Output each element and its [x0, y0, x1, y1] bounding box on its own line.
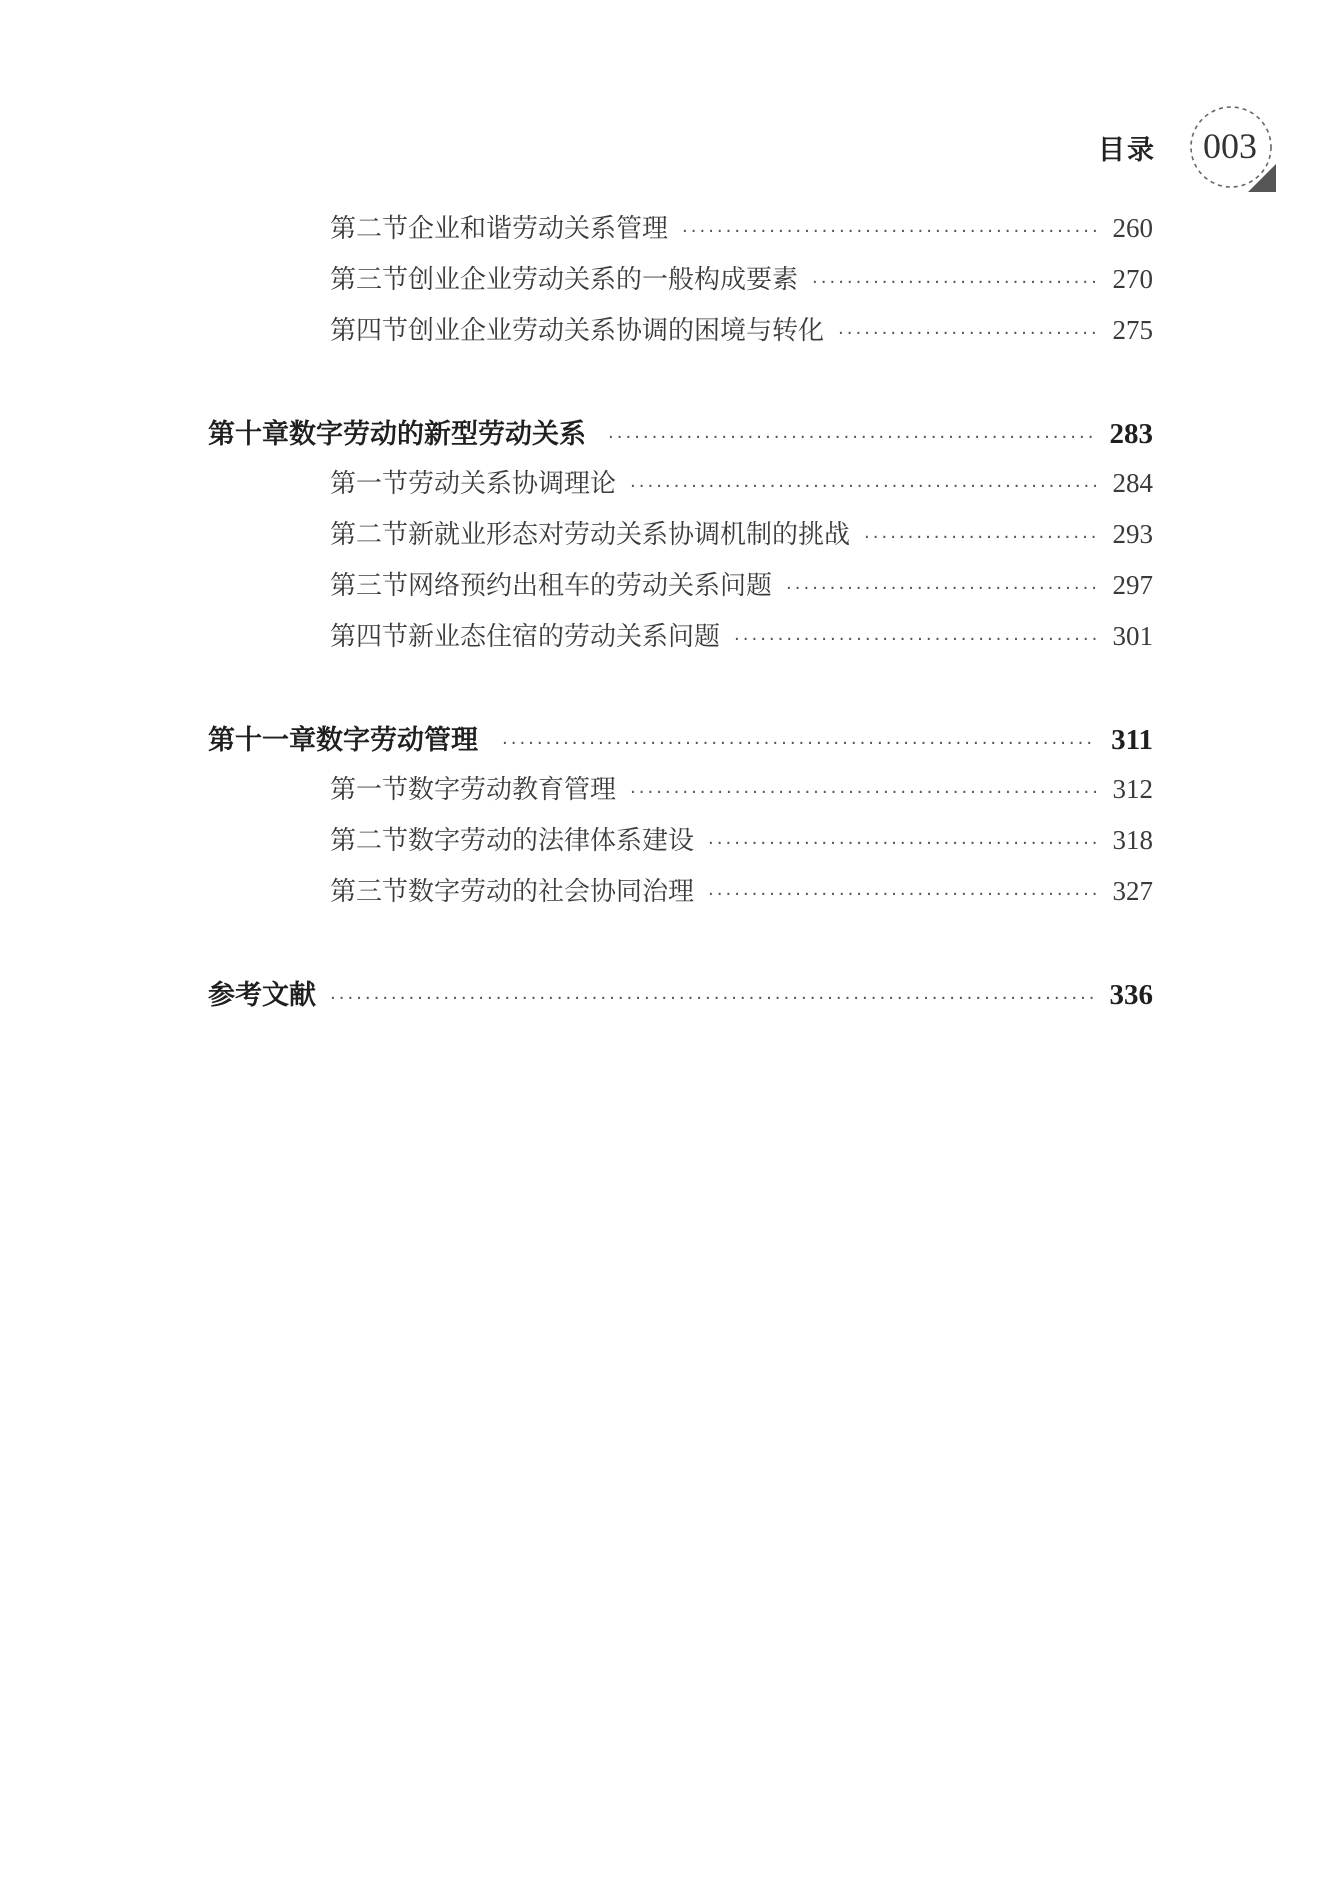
toc-entry-number: 第三节 [330, 265, 409, 295]
toc-entry-title: 数字劳动教育管理 [408, 775, 617, 805]
toc-entry-number: 第一节 [330, 775, 409, 805]
toc-entry[interactable] [330, 616, 1153, 656]
leader-dots [608, 427, 1097, 448]
toc-chapter-page: 311 [1111, 724, 1153, 756]
toc-entry[interactable] [330, 259, 1153, 299]
page-number: 003 [1203, 126, 1257, 166]
toc-entry[interactable] [330, 514, 1153, 554]
toc-references-label: 参考文献 [208, 980, 316, 1011]
toc-entry-number: 第二节 [330, 214, 409, 244]
toc-entry-number: 第二节 [330, 826, 409, 856]
toc-entry-page: 284 [1112, 468, 1153, 498]
toc-entry-page: 293 [1112, 519, 1153, 549]
leader-dots [630, 476, 1097, 497]
toc-entry-page: 297 [1112, 570, 1153, 600]
toc-entry-title: 数字劳动的社会协同治理 [408, 877, 695, 907]
toc-entry[interactable] [330, 463, 1153, 503]
toc-entry[interactable] [330, 769, 1153, 809]
toc-entry-number: 第三节 [330, 571, 409, 601]
toc-entry-title: 劳动关系协调理论 [408, 469, 617, 499]
toc-chapter-title: 数字劳动管理 [316, 725, 478, 756]
toc-entry-title: 创业企业劳动关系的一般构成要素 [408, 265, 799, 295]
toc-entry-title: 新就业形态对劳动关系协调机制的挑战 [408, 520, 851, 550]
leader-dots [502, 733, 1097, 754]
leader-dots [812, 272, 1097, 293]
toc-chapter[interactable] [208, 412, 1153, 452]
toc-entry-number: 第二节 [330, 520, 409, 550]
toc-entry-page: 312 [1112, 774, 1153, 804]
leader-dots [864, 527, 1097, 548]
toc-entry-page: 301 [1112, 621, 1153, 651]
page-header [0, 0, 1338, 200]
leader-dots [786, 578, 1097, 599]
toc-entry-page: 260 [1112, 213, 1153, 243]
leader-dots [708, 833, 1097, 854]
toc-entry[interactable] [330, 871, 1153, 911]
toc-entry-page: 318 [1112, 825, 1153, 855]
toc-entry[interactable] [330, 208, 1153, 248]
toc-entry-number: 第四节 [330, 622, 409, 652]
toc-chapter-number: 第十章 [208, 419, 289, 450]
toc-entry-title: 网络预约出租车的劳动关系问题 [408, 571, 773, 601]
toc-entry-title: 企业和谐劳动关系管理 [408, 214, 669, 244]
toc-references[interactable] [208, 973, 1153, 1013]
leader-dots [734, 629, 1097, 650]
toc-entry-title: 数字劳动的法律体系建设 [408, 826, 695, 856]
toc-chapter-page: 283 [1109, 418, 1153, 450]
toc-chapter-number: 第十一章 [208, 725, 316, 756]
toc-entry-number: 第一节 [330, 469, 409, 499]
toc-entry[interactable] [330, 565, 1153, 605]
toc-chapter-title: 数字劳动的新型劳动关系 [289, 419, 586, 450]
toc-entry-title: 新业态住宿的劳动关系问题 [408, 622, 721, 652]
toc-entry-page: 270 [1112, 264, 1153, 294]
toc-chapter[interactable] [208, 718, 1153, 758]
toc-entry-title: 创业企业劳动关系协调的困境与转化 [408, 316, 825, 346]
toc-entry-number: 第三节 [330, 877, 409, 907]
leader-dots [682, 221, 1097, 242]
toc-entry-page: 327 [1112, 876, 1153, 906]
leader-dots [838, 323, 1097, 344]
toc-entry[interactable] [330, 820, 1153, 860]
leader-dots [330, 988, 1097, 1009]
toc-entry-number: 第四节 [330, 316, 409, 346]
leader-dots [630, 782, 1097, 803]
toc-entry[interactable] [330, 310, 1153, 350]
toc-references-page: 336 [1109, 979, 1153, 1011]
header-label: 目录 [1098, 135, 1156, 166]
leader-dots [708, 884, 1097, 905]
toc-entry-page: 275 [1112, 315, 1153, 345]
